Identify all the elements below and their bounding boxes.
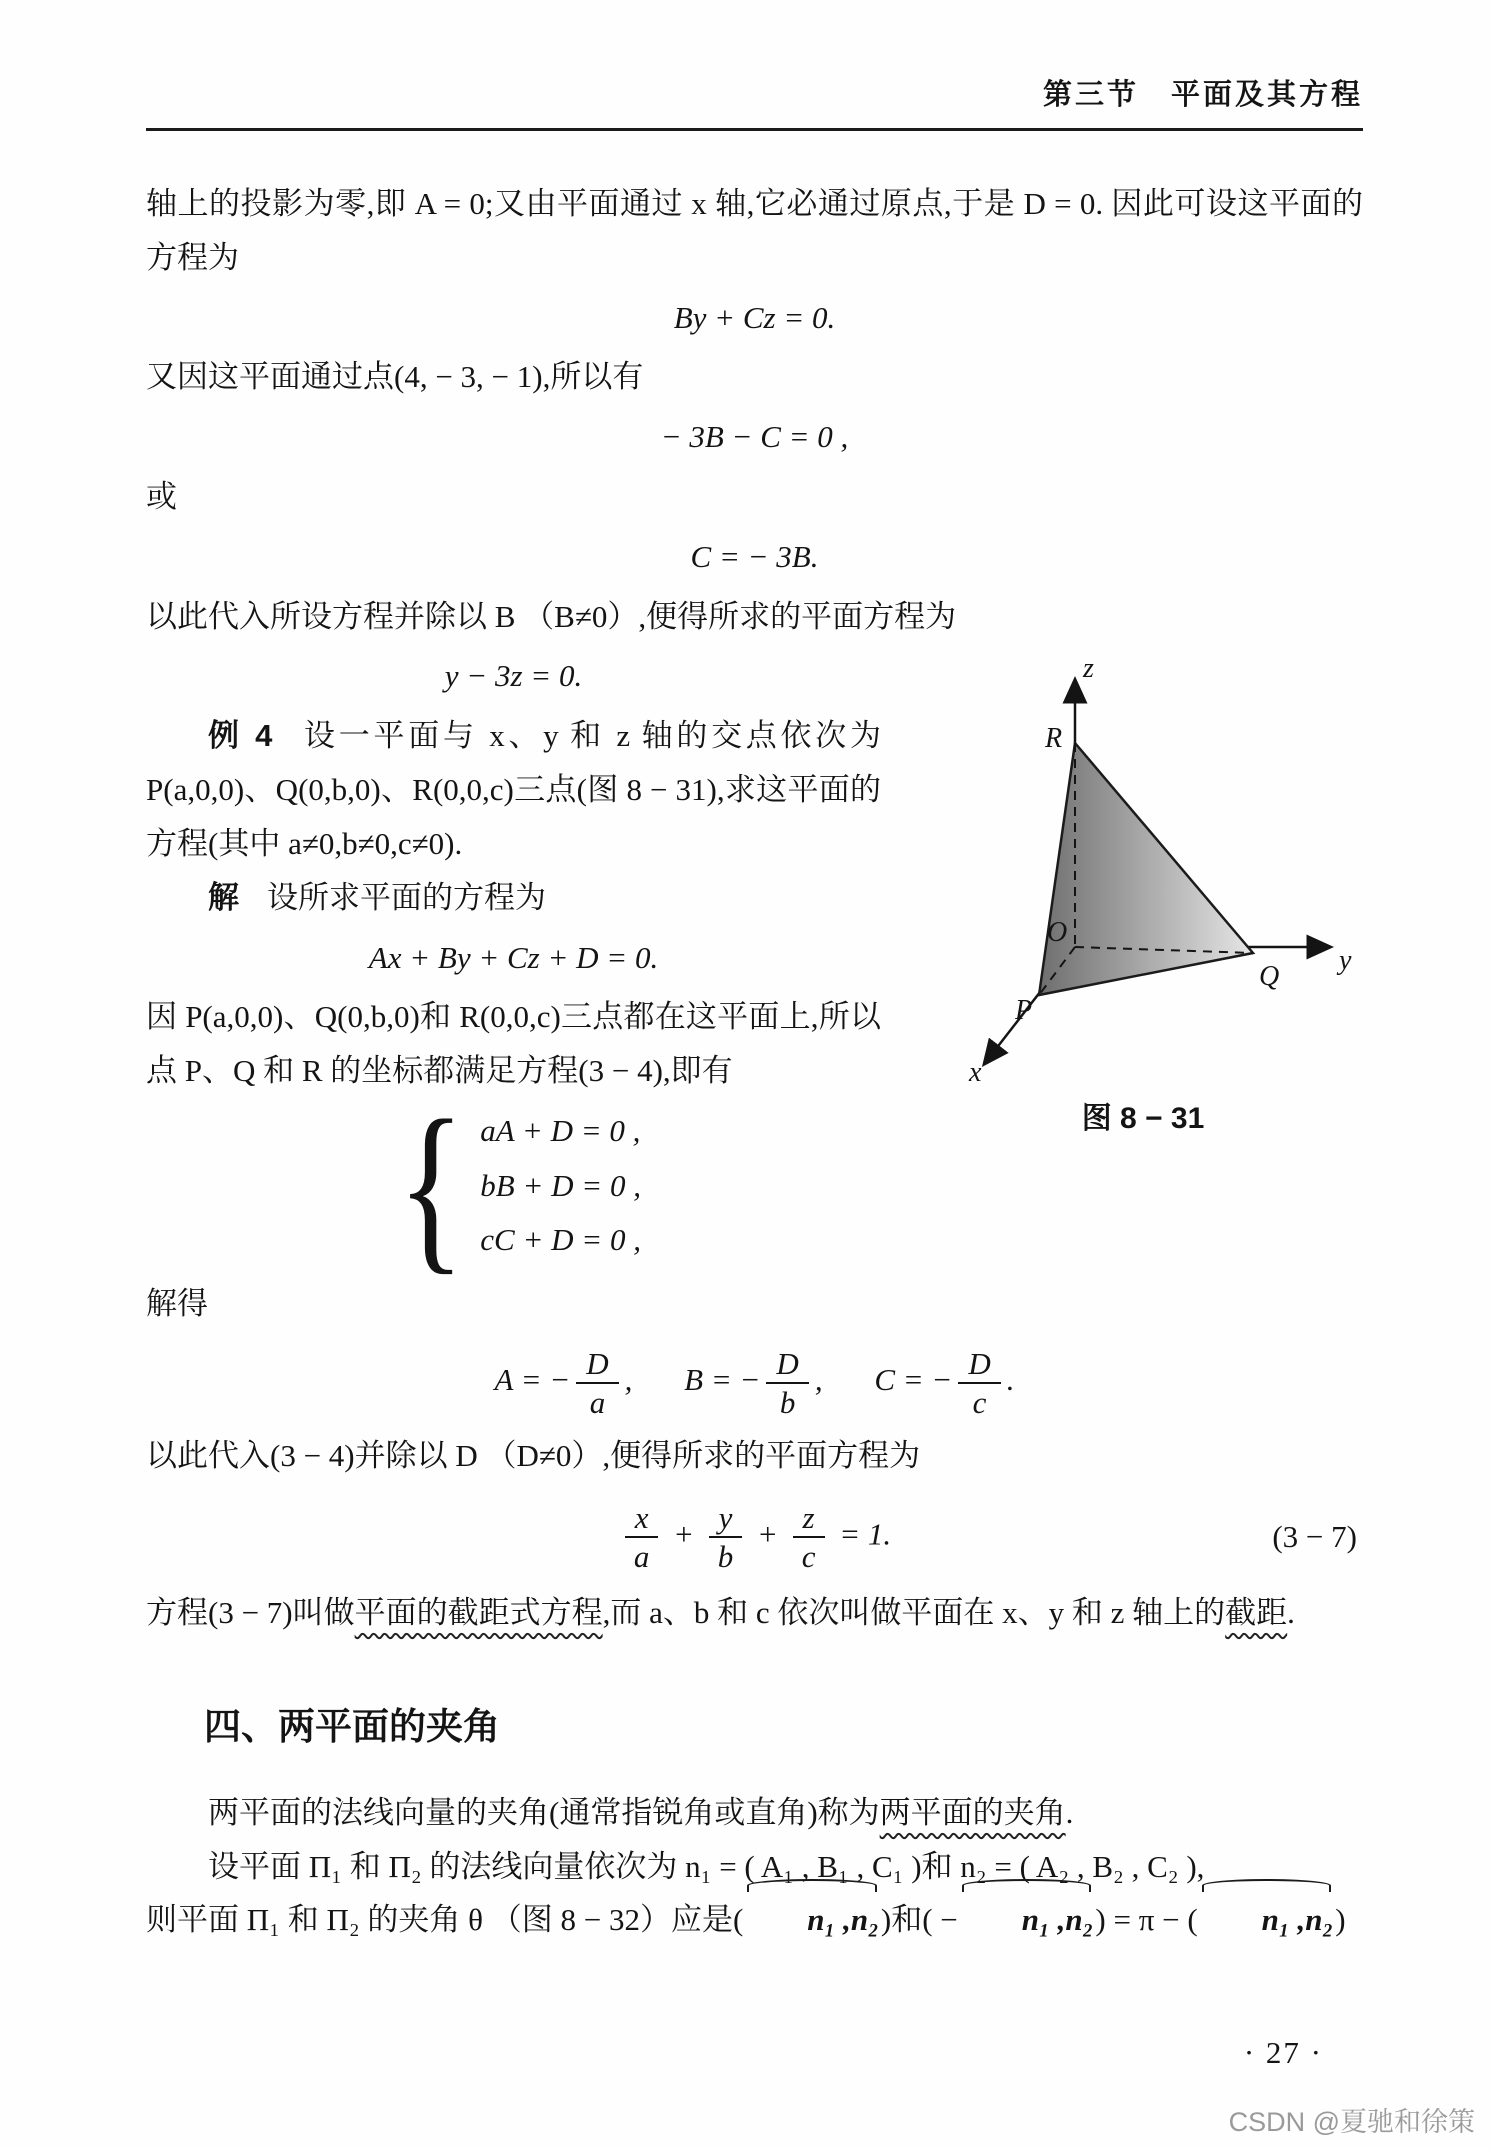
solved-a-comma: , (624, 1362, 633, 1398)
axis-label-x: x (969, 1057, 982, 1086)
point-label-p: P (1015, 995, 1033, 1027)
fraction-d-a (576, 1345, 618, 1421)
fraction-num: x (625, 1499, 659, 1538)
page-number: · 27 · (1243, 2035, 1323, 2070)
solved-c-period: . (1006, 1362, 1015, 1398)
fraction-den: b (779, 1385, 796, 1421)
point-label-o: O (1047, 917, 1068, 949)
p11-text-1: 两平面的法线向量的夹角(通常指锐角或直角)称为 (208, 1794, 880, 1830)
fraction-num: D (958, 1345, 1000, 1384)
plane-triangle (1039, 743, 1253, 995)
p12-line-1: 设平面 Π₁ 和 Π₂ 的法线向量依次为 n₁ = ( A₁ , B₁ , C₁ )和 n₂ = ( A₂ , B₂ , C₂ ), (208, 1848, 1205, 1884)
system-line-2: bB + D = 0 , (480, 1167, 641, 1203)
fraction-num: y (709, 1499, 743, 1538)
solved-b-comma: , (814, 1362, 823, 1398)
paragraph-3: 或 (146, 479, 177, 514)
equation-number-3-7: (3 − 7) (1272, 1519, 1357, 1555)
paragraph-7: 因 P(a,0,0)、Q(0,b,0)和 R(0,0,c)三点都在这平面上,所以点 P、Q 和 R 的坐标都满足方程(3 − 4),即有 (146, 999, 881, 1089)
fraction-num: z (793, 1499, 825, 1538)
angle-hat-pi-minus: n₁ ,n₂ (1198, 1893, 1336, 1947)
example-4-text: 设一平面与 x、y 和 z 轴的交点依次为 P(a,0,0)、Q(0,b,0)、R(0,0,c)三点(图 8 − 31),求这平面的方程(其中 a≠0,b≠0,c≠0). (146, 718, 881, 861)
fraction-num: D (766, 1345, 808, 1384)
p11-term-angle: 两平面的夹角 (879, 1794, 1066, 1830)
point-label-q: Q (1259, 961, 1280, 993)
formula-y-3z: y − 3z = 0. (444, 658, 583, 694)
system-brace: { (397, 1080, 465, 1290)
p12-text-4: ) (1335, 1902, 1346, 1938)
solution-label: 解 (208, 879, 239, 915)
p10-text-1: 方程(3 − 7)叫做 (146, 1594, 355, 1630)
angle-hat-neg-n1-n2: n₁ ,n₂ (958, 1893, 1096, 1947)
solved-coefficients (146, 1345, 1363, 1421)
axis-label-y: y (1339, 945, 1352, 977)
p10-text-2: ,而 a、b 和 c 依次叫做平面在 x、y 和 z 轴上的 (602, 1594, 1226, 1630)
paragraph-12 (146, 1840, 1363, 1948)
solved-a-lhs: A = − (494, 1362, 571, 1398)
axis-label-z: z (1083, 653, 1094, 685)
paragraph-10 (146, 1586, 1363, 1640)
paragraph-11 (146, 1786, 1363, 1840)
p11-period: . (1065, 1794, 1074, 1830)
fraction-den: c (801, 1539, 816, 1575)
section-heading-angle-between-planes: 四、两平面的夹角 (204, 1705, 500, 1747)
fraction-d-c (958, 1345, 1000, 1421)
paragraph-4: 以此代入所设方程并除以 B （B≠0）,便得所求的平面方程为 (146, 598, 957, 634)
formula-3b-c: − 3B − C = 0 , (660, 419, 849, 455)
paragraph-1: 轴上的投影为零,即 A = 0;又由平面通过 x 轴,它必通过原点,于是 D = 0. 因此可设这平面的方程为 (146, 186, 1363, 275)
plus-sign: + (757, 1516, 778, 1552)
equation-system (146, 1080, 881, 1290)
fraction-den: a (589, 1385, 606, 1421)
point-label-r: R (1045, 723, 1063, 755)
system-line-1: aA + D = 0 , (480, 1113, 641, 1149)
paragraph-8: 解得 (146, 1286, 208, 1322)
figure-8-31 (923, 647, 1363, 1137)
formula-by-cz: By + Cz = 0. (673, 299, 836, 335)
fraction-den: a (633, 1539, 650, 1575)
p12-text-2: )和( − (880, 1902, 958, 1938)
angle-hat-n1-n2: n₁ ,n₂ (743, 1893, 881, 1947)
fraction-x-a (624, 1499, 660, 1575)
solved-a (494, 1345, 641, 1421)
equals-one: = 1. (839, 1516, 892, 1552)
figure-8-31-drawing (923, 647, 1363, 1085)
solved-b-lhs: B = − (684, 1362, 761, 1398)
fraction-z-c (792, 1499, 826, 1575)
fraction-den: c (972, 1385, 987, 1421)
solved-c-lhs: C = − (874, 1362, 953, 1398)
example-4-label: 例 4 (208, 718, 273, 754)
p10-term-intercept-form: 平面的截距式方程 (354, 1594, 603, 1630)
solved-b (684, 1345, 830, 1421)
fraction-y-b (708, 1499, 744, 1575)
fraction-d-b (766, 1345, 808, 1421)
system-lines (480, 1104, 641, 1267)
p12-text-1: 则平面 Π₁ 和 Π₂ 的夹角 θ （图 8 − 32）应是( (146, 1902, 744, 1938)
paragraph-2: 又因这平面通过点(4, − 3, − 1),所以有 (146, 359, 644, 395)
watermark: CSDN @夏驰和徐策 (1228, 2107, 1475, 2137)
solution-text: 设所求平面的方程为 (267, 879, 546, 915)
system-line-3: cC + D = 0 , (480, 1221, 641, 1257)
header-rule (146, 128, 1363, 131)
plus-sign: + (673, 1516, 695, 1552)
p12-text-3: ) = π − ( (1095, 1902, 1198, 1938)
running-header: 第三节 平面及其方程 (1042, 79, 1363, 111)
solved-c (874, 1345, 1015, 1421)
figure-caption: 图 8 − 31 (1081, 1102, 1205, 1136)
fraction-num: D (576, 1345, 618, 1384)
p10-period: . (1287, 1594, 1295, 1630)
paragraph-9: 以此代入(3 − 4)并除以 D （D≠0）,便得所求的平面方程为 (146, 1438, 921, 1474)
intercept-equation (146, 1499, 1363, 1575)
p10-term-intercept: 截距 (1225, 1594, 1288, 1630)
formula-c-eq: C = − 3B. (690, 538, 819, 574)
fraction-den: b (717, 1539, 734, 1575)
formula-general-plane: Ax + By + Cz + D = 0. (368, 939, 659, 975)
